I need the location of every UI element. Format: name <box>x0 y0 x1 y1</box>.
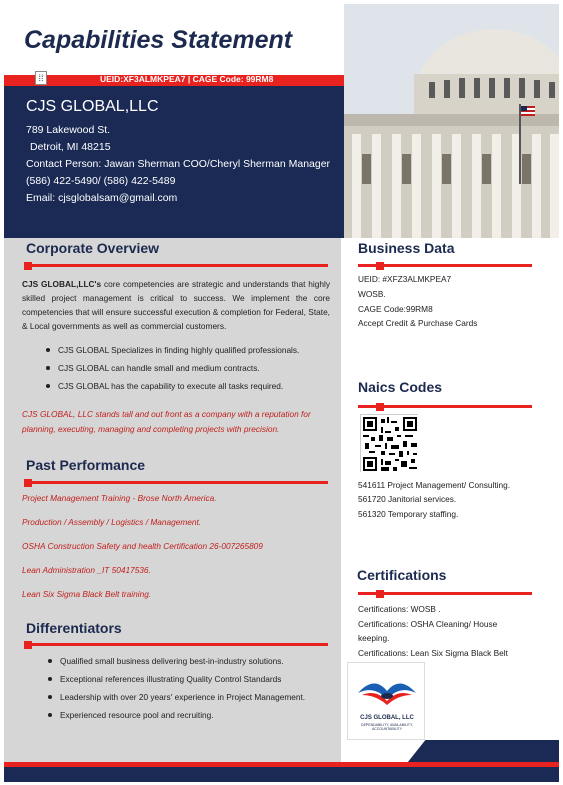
company-statement: CJS GLOBAL, LLC stands tall and out front as a company with a reputation for planning, executing, managing and completing projects with precision. <box>22 409 311 434</box>
section-rule-marker <box>24 262 32 270</box>
address-line-1: 789 Lakewood St. <box>26 124 111 136</box>
past-performance-heading: Past Performance <box>26 457 146 473</box>
certification-line: Certifications: OSHA Cleaning/ House <box>358 619 498 629</box>
section-rule <box>26 643 328 646</box>
past-performance-item: Lean Six Sigma Black Belt training. <box>22 589 152 599</box>
business-data-line: CAGE Code:99RM8 <box>358 304 433 314</box>
section-rule <box>26 481 328 484</box>
certification-line: Certifications: WOSB . <box>358 604 441 614</box>
company-logo <box>347 662 425 740</box>
uei-cage-line: UEID:XF3ALMKPEA7 | CAGE Code: 99RM8 <box>100 74 274 84</box>
list-item: Experienced resource pool and recruiting. <box>46 706 338 724</box>
naics-heading: Naics Codes <box>358 379 443 395</box>
corporate-overview-heading: Corporate Overview <box>26 240 160 256</box>
naics-line: 541611 Project Management/ Consulting. <box>358 480 511 490</box>
section-rule-marker <box>376 262 384 270</box>
certification-line: keeping. <box>358 633 390 643</box>
business-data-line: UEID: #XFZ3ALMKPEA7 <box>358 274 452 284</box>
address-line-2: Detroit, MI 48215 <box>30 141 111 153</box>
list-item: Leadership with over 20 years' experience in Project Management. <box>46 688 338 706</box>
move-handle-icon[interactable]: ⁞⁞ <box>35 71 47 85</box>
past-performance-item: Project Management Training - Brose North America. <box>22 493 217 503</box>
section-rule-marker <box>376 403 384 411</box>
phone-numbers: (586) 422-5490/ (586) 422-5489 <box>26 175 176 187</box>
handshake-wings-icon <box>348 663 426 715</box>
list-item: CJS GLOBAL has the capability to execute all tasks required. <box>44 377 334 395</box>
differentiators-bullet-list <box>46 652 338 724</box>
list-item: CJS GLOBAL Specializes in finding highly qualified professionals. <box>44 341 334 359</box>
company-name: CJS GLOBAL,LLC <box>26 98 159 115</box>
section-rule-marker <box>24 479 32 487</box>
logo-company-name: CJS GLOBAL, LLC <box>360 715 414 721</box>
list-item: Exceptional references illustrating Quality Control Standards <box>46 670 338 688</box>
contact-person: Contact Person: Jawan Sherman COO/Cheryl Sherman Manager <box>26 158 331 170</box>
past-performance-item: OSHA Construction Safety and health Certification 26-007265809 <box>22 541 263 551</box>
naics-line: 561320 Temporary staffing. <box>358 509 459 519</box>
section-rule <box>358 592 532 595</box>
section-rule <box>26 264 328 267</box>
qr-code[interactable] <box>360 414 418 472</box>
list-item: Qualified small business delivering best-in-industry solutions. <box>46 652 338 670</box>
company-lead: CJS GLOBAL,LLC's <box>22 279 102 289</box>
certifications-heading: Certifications <box>357 567 447 583</box>
business-data-line: Accept Credit & Purchase Cards <box>358 318 478 328</box>
section-rule <box>358 264 532 267</box>
section-rule-marker <box>24 641 32 649</box>
section-rule <box>358 405 532 408</box>
section-rule-marker <box>376 590 384 598</box>
page-title: Capabilities Statement <box>24 26 293 54</box>
business-data-line: WOSB. <box>358 289 386 299</box>
email-address: Email: cjsglobalsam@gmail.com <box>26 192 178 204</box>
overview-text: core competencies are strategic and understands that highly skilled project management is critical to success. We implement the core competencies that will ensure successful execution & completion for Federal, State, & Local governments as well as commercial customers. <box>22 279 330 331</box>
overview-bullet-list <box>44 341 334 395</box>
footer-red-stripe <box>4 762 559 767</box>
differentiators-heading: Differentiators <box>26 620 122 636</box>
capitol-building-image <box>344 4 559 238</box>
naics-line: 561720 Janitorial services. <box>358 494 457 504</box>
past-performance-item: Production / Assembly / Logistics / Management. <box>22 517 202 527</box>
logo-tagline: DEPENDABILITY, AVAILABILITY, ACCOUNTABILITY <box>361 723 413 731</box>
business-data-heading: Business Data <box>358 240 455 256</box>
past-performance-item: Lean Administration _IT 50417536. <box>22 565 151 575</box>
list-item: CJS GLOBAL can handle small and medium contracts. <box>44 359 334 377</box>
corporate-overview-paragraph <box>22 277 330 333</box>
certification-line: Certifications: Lean Six Sigma Black Belt <box>358 648 508 658</box>
